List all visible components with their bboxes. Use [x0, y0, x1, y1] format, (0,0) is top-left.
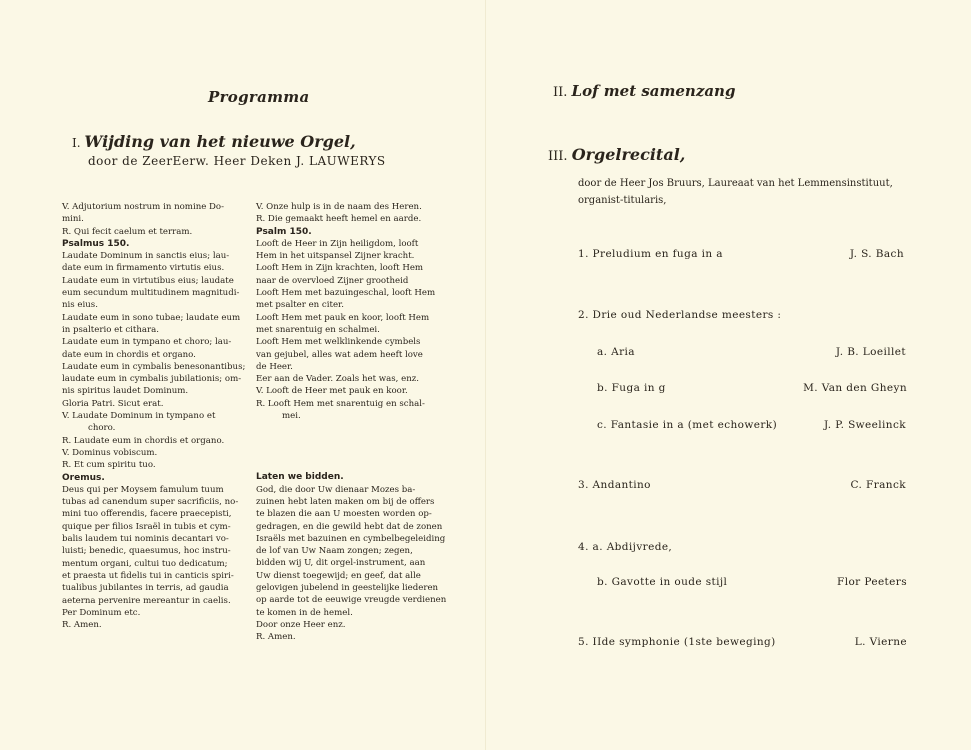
latin-line: luisti; benedic, quaesumus, hoc instru-: [62, 546, 231, 557]
dutch-line: Looft Hem met pauk en koor, looft Hem: [256, 312, 430, 323]
composer-name: J. P. Sweelinck: [823, 419, 906, 431]
section-1-title: Wijding van het nieuwe Orgel,: [84, 132, 356, 151]
latin-line: V. Laudate Dominum in tympano et: [62, 411, 216, 422]
section-3-number: III.: [548, 149, 568, 164]
piece-title: c. Fantasie in a (met echowerk): [597, 419, 778, 431]
dutch-line: zuinen hebt laten maken om bij de offers: [256, 496, 435, 507]
dutch-line: Looft Hem in Zijn krachten, looft Hem: [256, 263, 424, 274]
left-page: [0, 0, 485, 750]
dutch-line: God, die door Uw dienaar Mozes ba-: [256, 484, 416, 495]
piece-title: b. Gavotte in oude stijl: [597, 576, 728, 588]
latin-line: R. Laudate eum in chordis et organo.: [62, 435, 225, 446]
program-title: Programma: [208, 88, 310, 106]
latin-heading: Psalmus 150.: [62, 238, 130, 249]
section-1-heading: [72, 132, 356, 151]
section-2-heading: [553, 82, 735, 100]
section-2-title: Lof met samenzang: [571, 82, 736, 100]
dutch-line: V. Looft de Heer met pauk en koor.: [256, 386, 408, 397]
section-3-subtitle: [578, 175, 908, 209]
section-3-heading: [548, 145, 685, 164]
dutch-heading: Laten we bidden.: [256, 472, 344, 483]
dutch-line: Hem in het uitspansel Zijner kracht.: [256, 251, 415, 262]
latin-line: laudate eum in cymbalis jubilationis; om-: [62, 374, 242, 385]
composer-name: C. Franck: [850, 479, 906, 491]
dutch-line: te blazen die aan U moesten worden op-: [256, 509, 432, 520]
latin-line: R. Et cum spiritu tuo.: [62, 460, 156, 471]
latin-line: aeterna pervenire mereantur in caelis.: [62, 595, 231, 606]
dutch-line: Uw dienst toegewijd; en geef, dat alle: [256, 570, 421, 581]
dutch-line: Eer aan de Vader. Zoals het was, enz.: [256, 374, 419, 385]
latin-line: mini.: [62, 214, 84, 225]
latin-line: nis eius.: [62, 300, 98, 311]
dutch-line: bidden wij U, dit orgel-instrument, aan: [256, 558, 426, 569]
dutch-line: naar de overvloed Zijner grootheid: [256, 275, 409, 286]
piece-title: 1. Preludium en fuga in a: [578, 248, 723, 260]
dutch-line: met snarentuig en schalmei.: [256, 324, 380, 335]
latin-line: choro.: [88, 423, 116, 434]
dutch-line: R. Amen.: [256, 632, 296, 643]
section-3-title: Orgelrecital,: [571, 145, 686, 164]
dutch-line: met psalter en citer.: [256, 300, 344, 311]
latin-line: mini tuo offerendis, facere praecepisti,: [62, 509, 232, 520]
latin-line: et praesta ut fidelis tui in canticis spiri-: [62, 570, 234, 581]
latin-line: date eum in firmamento virtutis eius.: [62, 263, 225, 274]
dutch-line: Israëls met bazuinen en cymbelbegeleiding: [256, 533, 446, 544]
latin-line: R. Amen.: [62, 620, 102, 631]
latin-line: in psalterio et cithara.: [62, 324, 160, 335]
dutch-line: Looft Hem met bazuingeschal, looft Hem: [256, 288, 436, 299]
section-3-subtitle-line: organist-titularis,: [578, 195, 667, 206]
dutch-line: mei.: [282, 411, 301, 422]
latin-line: R. Qui fecit caelum et terram.: [62, 226, 193, 237]
section-1-subtitle: door de ZeerEerw. Heer Deken J. LAUWERYS: [88, 154, 386, 168]
latin-line: Gloria Patri. Sicut erat.: [62, 398, 164, 409]
section-2-number: II.: [553, 85, 568, 100]
composer-name: J. S. Bach: [849, 248, 904, 260]
page-fold: [485, 0, 486, 750]
latin-line: V. Dominus vobiscum.: [62, 447, 158, 458]
piece-title: 5. IIde symphonie (1ste beweging): [578, 636, 776, 648]
latin-line: Per Dominum etc.: [62, 607, 141, 618]
latin-line: tualibus jubilantes in terris, ad gaudia: [62, 583, 229, 594]
piece-title: b. Fuga in g: [597, 382, 666, 394]
latin-line: nis spiritus laudet Dominum.: [62, 386, 189, 397]
composer-name: Flor Peeters: [837, 576, 907, 588]
piece-title: 3. Andantino: [578, 479, 651, 491]
latin-line: quique per filios Israël in tubis et cym-: [62, 521, 231, 532]
latin-heading: Oremus.: [62, 472, 105, 483]
dutch-line: Looft de Heer in Zijn heiligdom, looft: [256, 238, 419, 249]
dutch-line: Looft Hem met welklinkende cymbels: [256, 337, 421, 348]
dutch-line: de lof van Uw Naam zongen; zegen,: [256, 546, 413, 557]
dutch-line: R. Die gemaakt heeft hemel en aarde.: [256, 214, 422, 225]
latin-line: balis laudem tui nominis decantari vo-: [62, 534, 229, 545]
piece-title: 2. Drie oud Nederlandse meesters :: [578, 309, 782, 321]
composer-name: L. Vierne: [854, 636, 907, 648]
latin-line: tubas ad canendum super sacrificiis, no-: [62, 497, 239, 508]
dutch-line: te komen in de hemel.: [256, 607, 353, 618]
dutch-line: R. Looft Hem met snarentuig en schal-: [256, 398, 425, 409]
dutch-line: op aarde tot de eeuwige vreugde verdienen: [256, 595, 447, 606]
dutch-line: gedragen, en die gewild hebt dat de zonen: [256, 521, 443, 532]
dutch-line: V. Onze hulp is in de naam des Heren.: [256, 202, 422, 212]
latin-line: mentum organi, cultui tuo dedicatum;: [62, 558, 228, 569]
section-3-subtitle-line: door de Heer Jos Bruurs, Laureaat van het Lemmensinstituut,: [578, 178, 893, 189]
latin-line: Laudate eum in cymbalis benesonantibus;: [62, 361, 246, 372]
composer-name: J. B. Loeillet: [835, 346, 906, 358]
dutch-line: Door onze Heer enz.: [256, 619, 346, 630]
composer-name: M. Van den Gheyn: [803, 382, 907, 394]
latin-line: Laudate eum in tympano et choro; lau-: [62, 337, 232, 348]
latin-line: eum secundum multitudinem magnitudi-: [62, 288, 240, 299]
latin-line: V. Adjutorium nostrum in nomine Do-: [62, 202, 225, 212]
dutch-line: gelovigen jubelend in geestelijke liederen: [256, 583, 439, 594]
piece-title: a. Aria: [597, 346, 635, 358]
dutch-text-column: [256, 201, 447, 644]
latin-line: date eum in chordis et organo.: [62, 349, 196, 360]
latin-text-column: [62, 201, 244, 631]
piece-title: 4. a. Abdijvrede,: [578, 541, 673, 553]
latin-line: Deus qui per Moysem famulum tuum: [62, 484, 224, 495]
dutch-line: van gejubel, alles wat adem heeft love: [256, 349, 423, 360]
section-1-number: I.: [72, 136, 81, 150]
dutch-heading: Psalm 150.: [256, 226, 312, 237]
latin-line: Laudate eum in sono tubae; laudate eum: [62, 312, 241, 323]
latin-line: Laudate Dominum in sanctis eius; lau-: [62, 251, 230, 262]
spacer: [256, 422, 440, 471]
dutch-line: de Heer.: [256, 361, 293, 372]
latin-line: Laudate eum in virtutibus eius; laudate: [62, 275, 234, 286]
